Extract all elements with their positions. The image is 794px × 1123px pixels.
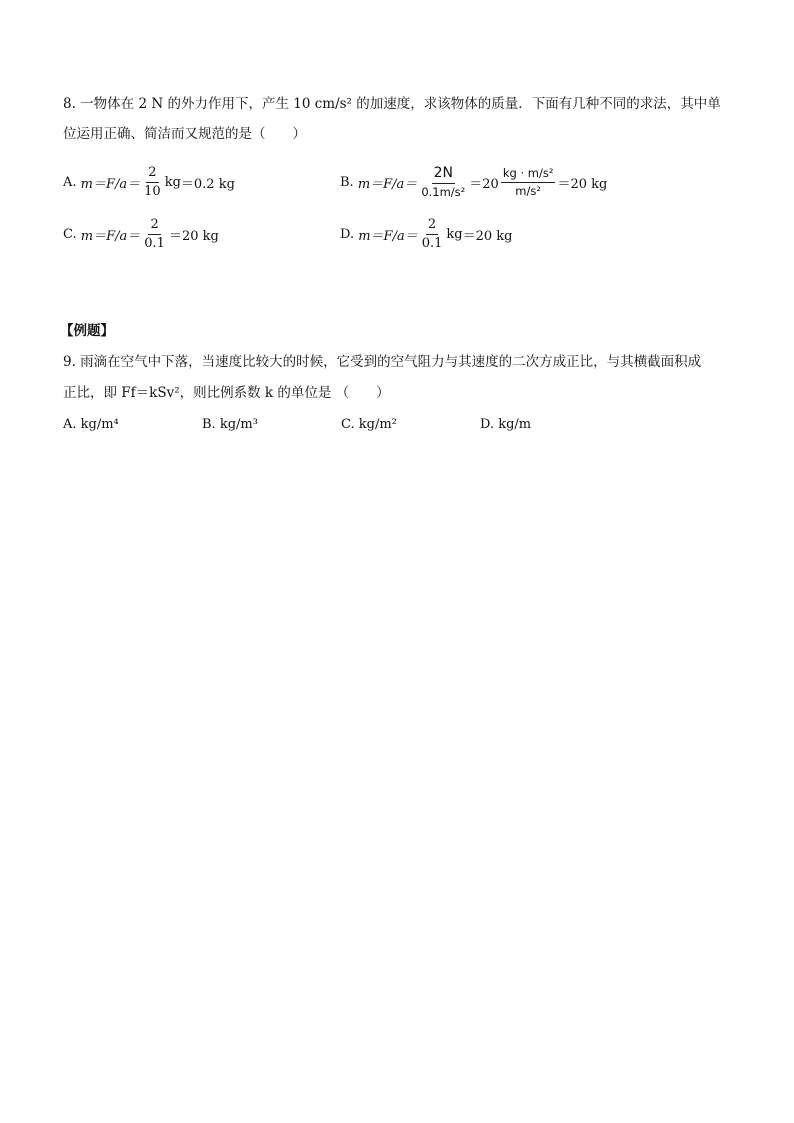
q9-option-d[interactable]: D. kg/m [480,417,532,432]
q8-option-d[interactable] [340,212,512,256]
option-b-mid: ＝20 [469,176,499,192]
q9-line-2: 正比，即 Ff＝kSv²，则比例系数 k 的单位是 （ ） [63,385,390,401]
option-c-numerator: 2 [148,218,160,235]
q8-line-1: 8. 一物体在 2 N 的外力作用下，产生 10 cm/s² 的加速度，求该物体的质量．下面有几种不同的求法，其中单 [63,96,721,112]
option-d-lhs: m＝F/a＝ [358,228,418,244]
option-d-fraction [420,218,445,250]
q9-option-a[interactable]: A. kg/m⁴ [63,417,119,432]
example-heading: 【例题】 [60,323,114,339]
option-c-label: C. [63,226,77,242]
option-a-fraction [142,166,163,198]
option-c-denominator: 0.1 [144,235,165,251]
option-a-result: ＝0.2 kg [180,176,235,192]
q8-line-2: 位运用正确、简洁而又规范的是（ ） [63,126,306,142]
q9-option-c[interactable]: C. kg/m² [341,417,397,432]
option-d-label: D. [340,226,355,242]
q8-option-c[interactable] [63,212,219,256]
option-c-fraction [142,218,167,250]
q8-option-a[interactable] [63,160,235,204]
option-b-denominator-1: 0.1m/s² [421,184,466,199]
option-b-lhs: m＝F/a＝ [357,176,418,192]
option-d-unit: kg [446,226,463,242]
option-b-denominator-2: m/s² [515,183,541,198]
option-b-numerator-2: kg · m/s² [501,167,556,182]
option-b-fraction-2 [501,167,556,196]
option-a-unit: kg [164,174,181,190]
option-a-label: A. [63,174,77,190]
q8-option-b[interactable] [340,158,607,206]
option-b-fraction-1 [419,166,467,198]
option-b-label: B. [340,174,354,190]
q9-option-b[interactable]: B. kg/m³ [202,417,258,432]
option-a-numerator: 2 [146,166,158,183]
option-b-result: ＝20 kg [557,176,608,192]
option-b-numerator-1: 2N [432,166,455,184]
option-d-numerator: 2 [426,218,438,235]
option-a-lhs: m＝F/a＝ [80,176,141,192]
q9-line-1: 9. 雨滴在空气中下落，当速度比较大的时候，它受到的空气阻力与其速度的二次方成正比，与其横截面积成 [63,354,702,370]
option-c-result: ＝20 kg [168,228,219,244]
option-a-denominator: 10 [144,183,161,199]
option-c-lhs: m＝F/a＝ [80,228,141,244]
option-d-denominator: 0.1 [421,235,443,251]
option-d-result: ＝20 kg [462,228,513,244]
